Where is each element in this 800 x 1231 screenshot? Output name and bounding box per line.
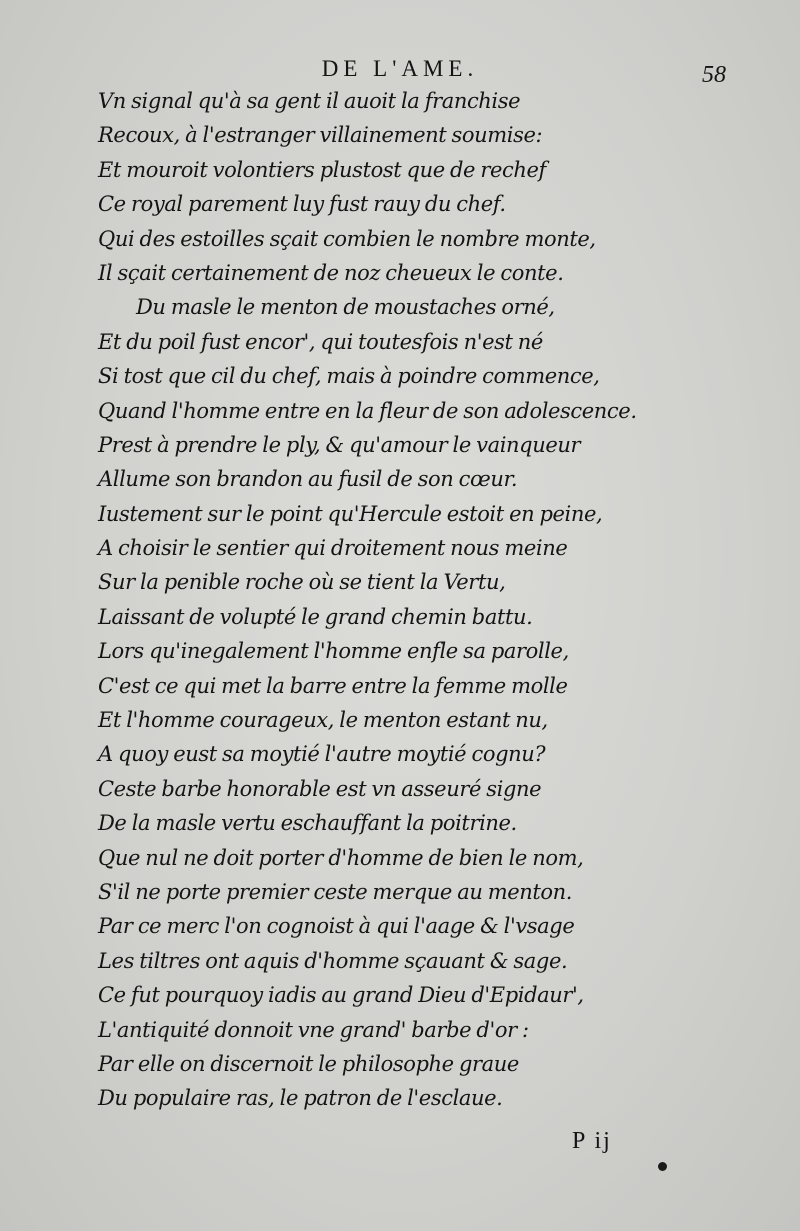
verse-line: Du masle le menton de moustaches orné, (136, 295, 555, 320)
verse-line: Il sçait certainement de noz cheueux le conte. (98, 260, 564, 285)
verse-line: A quoy eust sa moytié l'autre moytié cognu? (98, 742, 546, 767)
verse-line: Quand l'homme entre en la fleur de son adolescence. (98, 398, 637, 423)
verse-line: Du populaire ras, le patron de l'esclaue. (98, 1086, 503, 1111)
verse-line: Et l'homme courageux, le menton estant nu, (98, 708, 548, 733)
verse-line: Si tost que cil du chef, mais à poindre commence, (98, 364, 600, 389)
verse-line: Que nul ne doit porter d'homme de bien le nom, (98, 845, 584, 870)
signature-mark: P ij (572, 1128, 612, 1154)
verse-line: Par elle on discernoit le philosophe graue (98, 1051, 519, 1076)
ink-speck (658, 1162, 667, 1171)
verse-line: Ceste barbe honorable est vn asseuré signe (98, 776, 542, 801)
verse-line: Sur la penible roche où se tient la Vertu, (98, 570, 506, 595)
verse-line: C'est ce qui met la barre entre la femme molle (98, 673, 568, 698)
verse-line: De la masle vertu eschauffant la poitrine. (98, 811, 517, 836)
page-number: 58 (702, 62, 726, 88)
verse-line: Recoux, à l'estranger villainement soumise: (98, 123, 543, 148)
verse-line: Laissant de volupté le grand chemin battu. (98, 604, 533, 629)
verse-line: Ce royal parement luy fust rauy du chef. (98, 192, 506, 217)
running-head: DE L'AME. (321, 56, 479, 81)
verse-line: L'antiquité donnoit vne grand' barbe d'or : (98, 1017, 529, 1042)
verse-line: Prest à prendre le ply, & qu'amour le vainqueur (98, 432, 581, 457)
verse-line: A choisir le sentier qui droitement nous meine (98, 536, 568, 561)
verse-line: Ce fut pourquoy iadis au grand Dieu d'Epidaur', (98, 983, 584, 1008)
verse-line: Les tiltres ont aquis d'homme sçauant & sage. (98, 948, 568, 973)
verse-line: Et mouroit volontiers plustost que de rechef (98, 157, 546, 182)
verse-line: S'il ne porte premier ceste merque au menton. (98, 879, 573, 904)
verse-line: Par ce merc l'on cognoist à qui l'aage & l'vsage (98, 914, 575, 939)
verse-block (98, 84, 758, 1116)
verse-line: Et du poil fust encor', qui toutesfois n'est né (98, 329, 543, 354)
verse-line: Qui des estoilles sçait combien le nombre monte, (98, 226, 596, 251)
verse-line: Vn signal qu'à sa gent il auoit la franchise (98, 89, 521, 113)
verse-line: Allume son brandon au fusil de son cœur. (98, 467, 518, 492)
verse-line: Lors qu'inegalement l'homme enfle sa parolle, (98, 639, 569, 664)
verse-line: Iustement sur le point qu'Hercule estoit en peine, (98, 501, 603, 526)
